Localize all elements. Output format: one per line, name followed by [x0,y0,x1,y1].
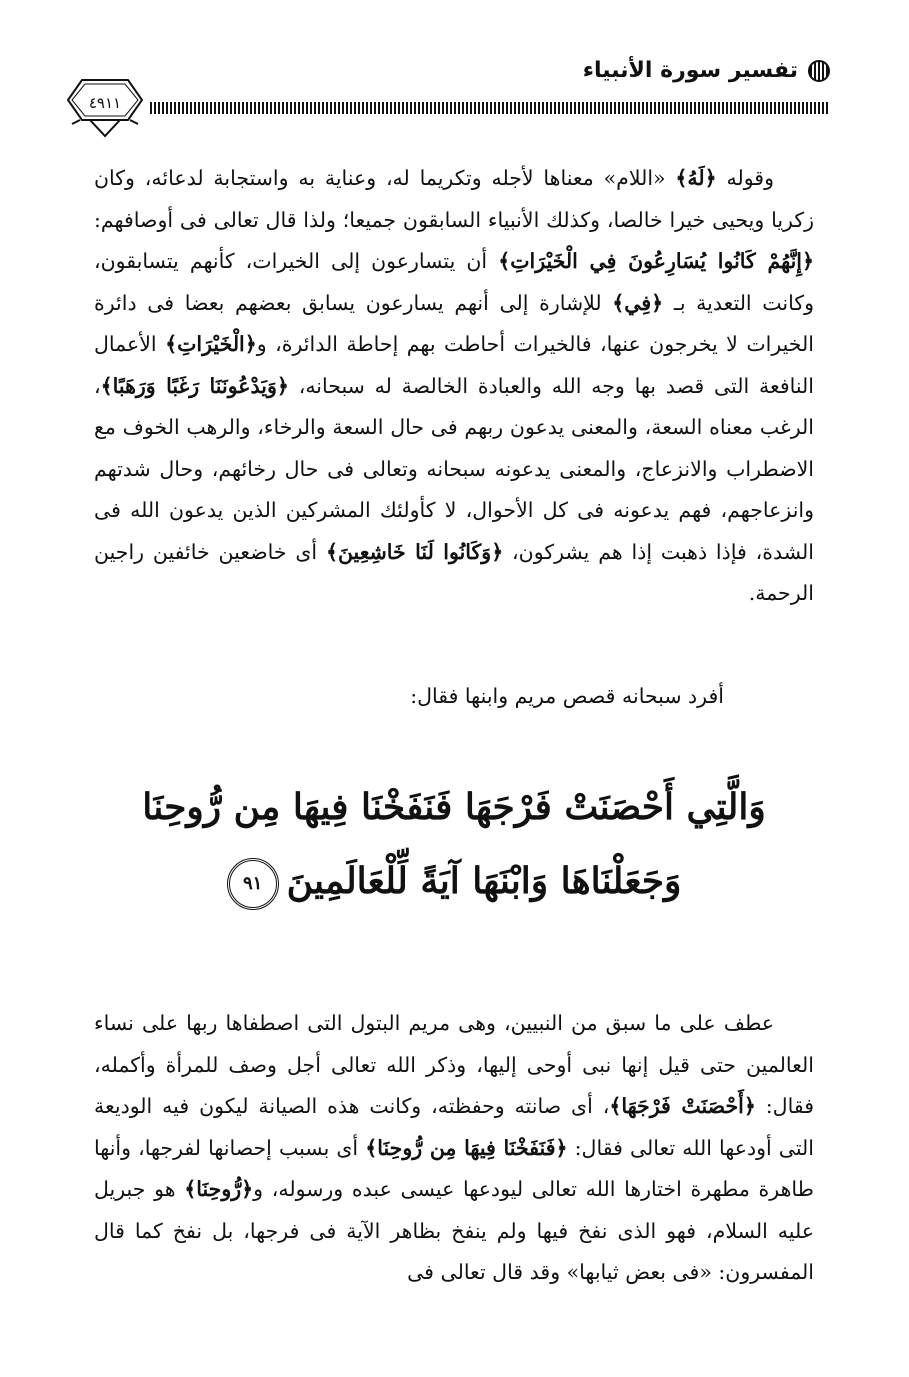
quran-quote: ﴿لَهُ﴾ [675,166,717,190]
text-run: أى خاضعين خائفين راجين الرحمة. [94,539,814,605]
quran-verse [94,770,814,918]
quran-quote: ﴿الْخَيْرَاتِ﴾ [165,332,257,356]
quran-quote: ﴿وَكَانُوا لَنَا خَاشِعِينَ﴾ [325,539,504,564]
page-header [60,50,830,140]
text-run: هو جبريل عليه السلام، فهو الذى نفخ فيها ولم ينفخ بظاهر الآية فى فرجها، بل نفخ كما قال المفسرون: «فى بعض ثيابها» وقد قال تعالى فى [94,1177,814,1284]
verse-line-2 [94,844,814,918]
quran-quote: ﴿رُّوحِنَا﴾ [184,1177,254,1201]
running-title-text: تفسير سورة الأنبياء [582,58,798,83]
text-run: أى بسبب إحصانها لفرجها، وأنها طاهرة مطهرة اختارها الله تعالى ليودعها عيسى عبده ورسوله، و [94,1135,814,1201]
verse-line-1: وَالَّتِي أَحْصَنَتْ فَرْجَهَا فَنَفَخْنَا فِيهَا مِن رُّوحِنَا [142,786,766,828]
text-run: وقوله [716,166,775,190]
commentary-paragraph-1 [94,158,814,615]
verse-intro: أفرد سبحانه قصص مريم وابنها فقال: [410,684,724,708]
running-title [583,58,830,83]
page-number: ٤٩١١ [88,94,122,112]
text-run: عطف على ما سبق من النبيين، وهى مريم البتول التى اصطفاها ربها على نساء العالمين حتى قيل إنها نبى أوحى إليها، وذكر الله تعالى أجل وصف للمرأة وأكمله، فقال: [94,1011,814,1118]
text-run: أن يتسارعون إلى الخيرات، كأنهم يتسابقون، وكانت التعدية بـ [94,249,814,315]
text-run: الأعمال النافعة التى قصد بها وجه الله والعبادة الخالصة له سبحانه، [94,332,815,398]
quran-quote: ﴿إِنَّهُمْ كَانُوا يُسَارِعُونَ فِي الْخَيْرَاتِ﴾ [498,249,814,273]
header-rule [150,102,830,114]
quran-quote: ﴿أَحْصَنَتْ فَرْجَهَا﴾ [609,1094,756,1118]
ayah-number-marker: ٩١ [227,858,279,910]
text-run: «اللام» معناها لأجله وتكريما له، وعناية به واستجابة لدعائه، وكان زكريا ويحيى خيرا خالصا، وكذلك الأنبياء السابقون جميعا؛ ولذا قال تعالى فى أوصافهم: [94,166,814,232]
quran-quote: ﴿فِي﴾ [612,290,664,315]
page-number-badge [60,62,150,142]
text-run: ، أى صانته وحفظته، وكانت هذه الصيانة ليكون فيه الوديعة التى أودعها الله تعالى فقال: [94,1094,814,1160]
title-ornament-icon [808,60,830,82]
text-run: ، الرغب معناه السعة، والمعنى يدعون ربهم فى حال السعة والرخاء، والرهب الخوف مع الاضطراب والانزعاج، والمعنى يدعونه سبحانه وتعالى فى حال رخائهم، وحال شدتهم وانزعاجهم، فهم يدعونه فى كل الأحوال، لا كأولئك المشركين الذين يدعون الله فى الشدة، فإذا ذهبت إذا هم يشركون، [94,373,814,564]
quran-quote: ﴿وَيَدْعُونَنَا رَغَبًا وَرَهَبًا﴾ [100,373,289,398]
text-run: للإشارة إلى أنهم يسارعون يسابق بعضهم بعضا فى دائرة الخيرات لا يخرجون عنها، فالخيرات أحاطت بهم إحاطة الدائرة، و [94,290,814,356]
verse-line-2-text: وَجَعَلْنَاهَا وَابْنَهَا آيَةً لِّلْعَالَمِينَ [286,860,682,902]
quran-quote: ﴿فَنَفَخْنَا فِيهَا مِن رُّوحِنَا﴾ [365,1135,568,1160]
commentary-paragraph-2 [94,1003,814,1294]
